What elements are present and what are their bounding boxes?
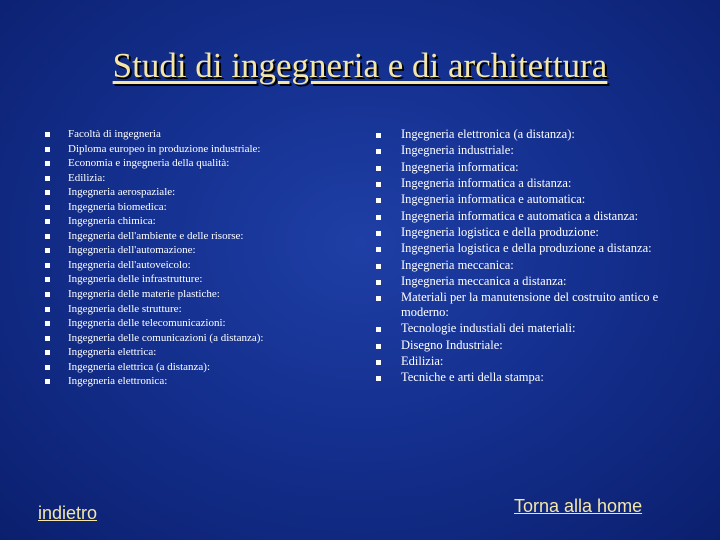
- list-item-label: Ingegneria delle strutture:: [68, 302, 182, 315]
- square-bullet-icon: [376, 182, 381, 187]
- list-item[interactable]: [45, 316, 345, 331]
- list-item[interactable]: [376, 290, 676, 319]
- list-item[interactable]: [376, 274, 676, 289]
- left-course-list: [45, 127, 345, 389]
- square-bullet-icon: [45, 365, 50, 370]
- list-item[interactable]: [45, 200, 345, 215]
- list-item[interactable]: [45, 214, 345, 229]
- home-link[interactable]: Torna alla home: [514, 496, 643, 516]
- list-item-label: Economia e ingegneria della qualità:: [68, 157, 230, 170]
- square-bullet-icon: [376, 264, 381, 269]
- list-item-label: Ingegneria meccanica:: [401, 257, 514, 272]
- list-item-label: Ingegneria elettrica (a distanza):: [68, 360, 211, 373]
- list-item-label: Ingegneria biomedica:: [68, 200, 167, 213]
- list-item-label: Diploma europeo in produzione industriale:: [68, 142, 261, 155]
- square-bullet-icon: [45, 379, 50, 384]
- square-bullet-icon: [45, 321, 50, 326]
- square-bullet-icon: [45, 307, 50, 312]
- square-bullet-icon: [45, 161, 50, 166]
- list-item-label: Ingegneria delle comunicazioni (a distanza):: [68, 331, 264, 344]
- square-bullet-icon: [376, 376, 381, 381]
- list-item[interactable]: [376, 209, 676, 224]
- list-item-label: Ingegneria meccanica a distanza:: [401, 274, 567, 289]
- list-item[interactable]: [376, 338, 676, 353]
- list-item-label: Facoltà di ingegneria: [68, 128, 161, 140]
- square-bullet-icon: [45, 176, 50, 181]
- list-item[interactable]: [376, 176, 676, 191]
- list-item-label: Edilizia:: [401, 354, 444, 369]
- list-item-label: Ingegneria informatica e automatica a distanza:: [401, 208, 639, 223]
- list-item[interactable]: [376, 192, 676, 207]
- square-bullet-icon: [45, 277, 50, 282]
- list-item[interactable]: [45, 156, 345, 171]
- list-item[interactable]: [376, 321, 676, 336]
- list-item-label: Ingegneria elettronica (a distanza):: [401, 127, 575, 141]
- square-bullet-icon: [45, 248, 50, 253]
- square-bullet-icon: [376, 344, 381, 349]
- square-bullet-icon: [376, 360, 381, 365]
- list-item-label: Ingegneria logistica e della produzione a distanza:: [401, 241, 652, 256]
- list-item[interactable]: [376, 143, 676, 158]
- list-item[interactable]: [376, 258, 676, 273]
- list-item-label: Ingegneria elettronica:: [68, 375, 168, 388]
- list-item[interactable]: [45, 374, 345, 389]
- square-bullet-icon: [45, 350, 50, 355]
- right-course-list: [376, 127, 676, 387]
- list-item[interactable]: [376, 354, 676, 369]
- list-item-label: Ingegneria industriale:: [401, 143, 514, 158]
- list-item-label: Materiali per la manutensione del costruito antico e moderno:: [401, 290, 659, 320]
- square-bullet-icon: [376, 166, 381, 171]
- list-item[interactable]: [45, 345, 345, 360]
- square-bullet-icon: [376, 215, 381, 220]
- list-item-label: Ingegneria delle materie plastiche:: [68, 288, 220, 301]
- square-bullet-icon: [376, 280, 381, 285]
- square-bullet-icon: [45, 132, 50, 137]
- square-bullet-icon: [45, 190, 50, 195]
- square-bullet-icon: [376, 149, 381, 154]
- square-bullet-icon: [45, 263, 50, 268]
- list-item-label: Disegno Industriale:: [401, 337, 503, 352]
- square-bullet-icon: [376, 247, 381, 252]
- list-item-label: Ingegneria dell'automazione:: [68, 244, 196, 257]
- square-bullet-icon: [45, 219, 50, 224]
- list-item[interactable]: [45, 331, 345, 346]
- square-bullet-icon: [376, 231, 381, 236]
- list-item-label: Ingegneria delle telecomunicazioni:: [68, 317, 226, 330]
- square-bullet-icon: [376, 133, 381, 138]
- list-item[interactable]: [45, 272, 345, 287]
- list-item-label: Ingegneria informatica:: [401, 159, 519, 174]
- list-item[interactable]: [45, 302, 345, 317]
- back-link[interactable]: indietro: [38, 503, 98, 523]
- square-bullet-icon: [45, 336, 50, 341]
- list-item-label: Ingegneria aerospaziale:: [68, 186, 176, 199]
- list-item[interactable]: [45, 360, 345, 375]
- square-bullet-icon: [45, 205, 50, 210]
- list-item[interactable]: [376, 241, 676, 256]
- square-bullet-icon: [45, 292, 50, 297]
- list-item-label: Ingegneria elettrica:: [68, 346, 157, 359]
- square-bullet-icon: [376, 327, 381, 332]
- list-item[interactable]: [45, 171, 345, 186]
- square-bullet-icon: [45, 234, 50, 239]
- list-item[interactable]: [45, 287, 345, 302]
- list-item-label: Ingegneria informatica e automatica:: [401, 192, 586, 207]
- list-item[interactable]: [45, 185, 345, 200]
- list-item[interactable]: [376, 160, 676, 175]
- list-item[interactable]: [376, 370, 676, 385]
- page-title: Studi di ingegneria e di architettura: [112, 46, 608, 85]
- list-item-label: Tecniche e arti della stampa:: [401, 370, 544, 385]
- list-item-label: Ingegneria logistica e della produzione:: [401, 225, 599, 240]
- list-item-label: Ingegneria dell'autoveicolo:: [68, 258, 191, 271]
- list-item-label: Ingegneria chimica:: [68, 215, 156, 228]
- list-item-label: Edilizia:: [68, 171, 106, 184]
- list-item-label: Tecnologie industiali dei materiali:: [401, 321, 576, 336]
- list-item[interactable]: [45, 142, 345, 157]
- list-item[interactable]: [376, 225, 676, 240]
- list-item[interactable]: [45, 243, 345, 258]
- square-bullet-icon: [45, 147, 50, 152]
- list-item[interactable]: [45, 229, 345, 244]
- list-item-label: Ingegneria dell'ambiente e delle risorse:: [68, 229, 244, 242]
- square-bullet-icon: [376, 198, 381, 203]
- list-item[interactable]: [45, 258, 345, 273]
- square-bullet-icon: [376, 296, 381, 301]
- list-item-label: Ingegneria delle infrastrutture:: [68, 273, 203, 286]
- list-item[interactable]: [376, 127, 676, 142]
- list-item-label: Ingegneria informatica a distanza:: [401, 176, 572, 191]
- list-item[interactable]: [45, 127, 345, 142]
